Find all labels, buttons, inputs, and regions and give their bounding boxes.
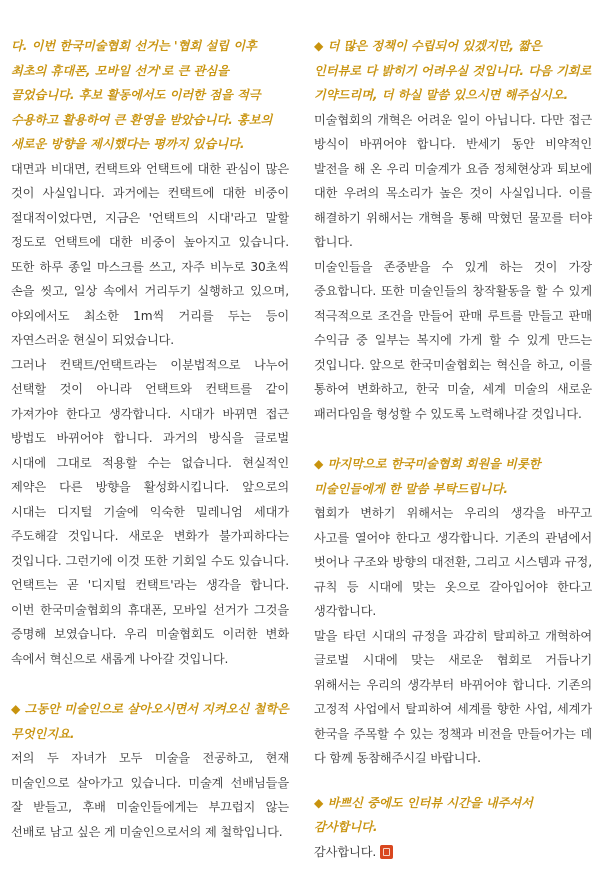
- section-spacer: [11, 671, 289, 697]
- answer-paragraph-2: 그러나 컨택트/언택트라는 이분법적으로 나누어 선택할 것이 아니라 언택트와 컨택트를 같이 가져가야 한다고 생각합니다. 시대가 바뀌면 접근 방법도 바뀌어야 합니다. 과거의 방식을 글로벌 시대에 그대로 적용할 수는 없습니다. 현실적인 제약은 다른 방향을 활성화시킵니다. 앞으로의 시대는 디지털 기술에 익숙한 밀레니엄 세대가 주도해갈 것입니다. 새로운 변화가 불가피하다는 것입니다. 그런기에 이것 또한 기회일 수도 있습니다. 언택트는 곧 '디지털 컨택트'라는 생각을 합니다. 이번 한국미술협회의 휴대폰, 모바일 선거가 그것을 증명해 보였습니다. 우리 미술협회도 이러한 변화 속에서 혁신으로 새롭게 나아갈 것입니다.: [11, 357, 289, 666]
- seal-stamp-icon: [380, 845, 393, 859]
- question-thanks: ◆ 바쁘신 중에도 인터뷰 시간을 내주셔서 감사합니다.: [314, 795, 533, 834]
- closing-text: 감사합니다.: [314, 844, 377, 859]
- section-spacer: [314, 771, 592, 791]
- answer-final-paragraph-1: 협회가 변하기 위해서는 우리의 생각을 바꾸고 사고를 열어야 한다고 생각합니다. 기존의 관념에서 벗어나 구조와 방향의 대전환, 그리고 시스템과 규정, 규칙 등 시대에 맞는 옷으로 갈아입어야 한다고 생각합니다.: [314, 506, 592, 618]
- right-column: [314, 34, 592, 864]
- left-column: [11, 34, 289, 844]
- intro-question-text: 다. 이번 한국미술협회 선거는 '협회 설립 이후 최초의 휴대폰, 모바일 선거'로 큰 관심을 끌었습니다. 후보 활동에서도 이러한 점을 적극 수용하고 활용하여 큰 환영을 받았습니다. 홍보의 새로운 방향을 제시했다는 평까지 있습니다.: [11, 39, 273, 151]
- question-final-message: ◆ 마지막으로 한국미술협회 회원을 비롯한 미술인들에게 한 말씀 부탁드립니다.: [314, 457, 541, 496]
- answer-paragraph-1: 대면과 비대면, 컨택트와 언택트에 대한 관심이 많은 것이 사실입니다. 과거에는 컨택트에 대한 비중이 절대적이었다면, 지금은 '언택트의 시대'라고 말할 정도로 언택트에 대한 비중이 높아지고 있습니다. 또한 하루 종일 마스크를 쓰고, 자주 비누로 30초씩 손을 씻고, 일상 속에서 거리두기 실행하고 있으며, 야외에서도 최소한 1m씩 거리를 두는 등이 자연스러운 현실이 되었습니다.: [11, 161, 289, 347]
- section-spacer: [314, 426, 592, 452]
- answer-reform-paragraph-2: 미술인들을 존중받을 수 있게 하는 것이 가장 중요합니다. 또한 미술인들의 창작활동을 할 수 있게 적극적으로 조건을 만들어 판매 루트를 만들고 판매 수익금 중 일부는 복지에 가게 할 수 있게 만드는 것입니다. 앞으로 한국미술협회는 혁신을 하고, 이를 통하여 변화하고, 한국 미술, 세계 미술의 새로운 패러다임을 형성할 수 있도록 노력해나갈 것입니다.: [314, 259, 592, 421]
- question-more-words: ◆ 더 많은 정책이 수립되어 있겠지만, 짧은 인터뷰로 다 밝히기 어려우실 것입니다. 다음 기회로 기약드리며, 더 하실 말씀 있으시면 해주십시오.: [314, 39, 592, 102]
- signoff: [314, 840, 592, 865]
- question-philosophy: ◆ 그동안 미술인으로 살아오시면서 지켜오신 철학은 무엇인지요.: [11, 702, 289, 741]
- answer-reform-paragraph-1: 미술협회의 개혁은 어려운 일이 아닙니다. 다만 접근 방식이 바뀌어야 합니다. 반세기 동안 비약적인 발전을 해 온 우리 미술계가 요즘 정체현상과 퇴보에 대한 우려의 목소리가 높은 것이 사실입니다. 이를 해결하기 위해서는 개혁을 통해 막혔던 물꼬를 터야 합니다.: [314, 112, 592, 249]
- answer-final-paragraph-2: 말을 타던 시대의 규정을 과감히 탈피하고 개혁하여 글로벌 시대에 맞는 새로운 협회로 거듭나기 위해서는 우리의 생각부터 바뀌어야 합니다. 기존의 고정적 사업에서 탈피하여 세계를 향한 사업, 세계가 한국을 주목할 수 있는 정책과 비전을 만들어가는 데 다 함께 동참해주시길 바랍니다.: [314, 628, 592, 765]
- answer-philosophy: 저의 두 자녀가 모두 미술을 전공하고, 현재 미술인으로 살아가고 있습니다. 미술계 선배님들을 잘 받들고, 후배 미술인들에게는 부끄럽지 않는 선배로 남고 싶은 게 미술인으로서의 제 철학입니다.: [11, 751, 289, 839]
